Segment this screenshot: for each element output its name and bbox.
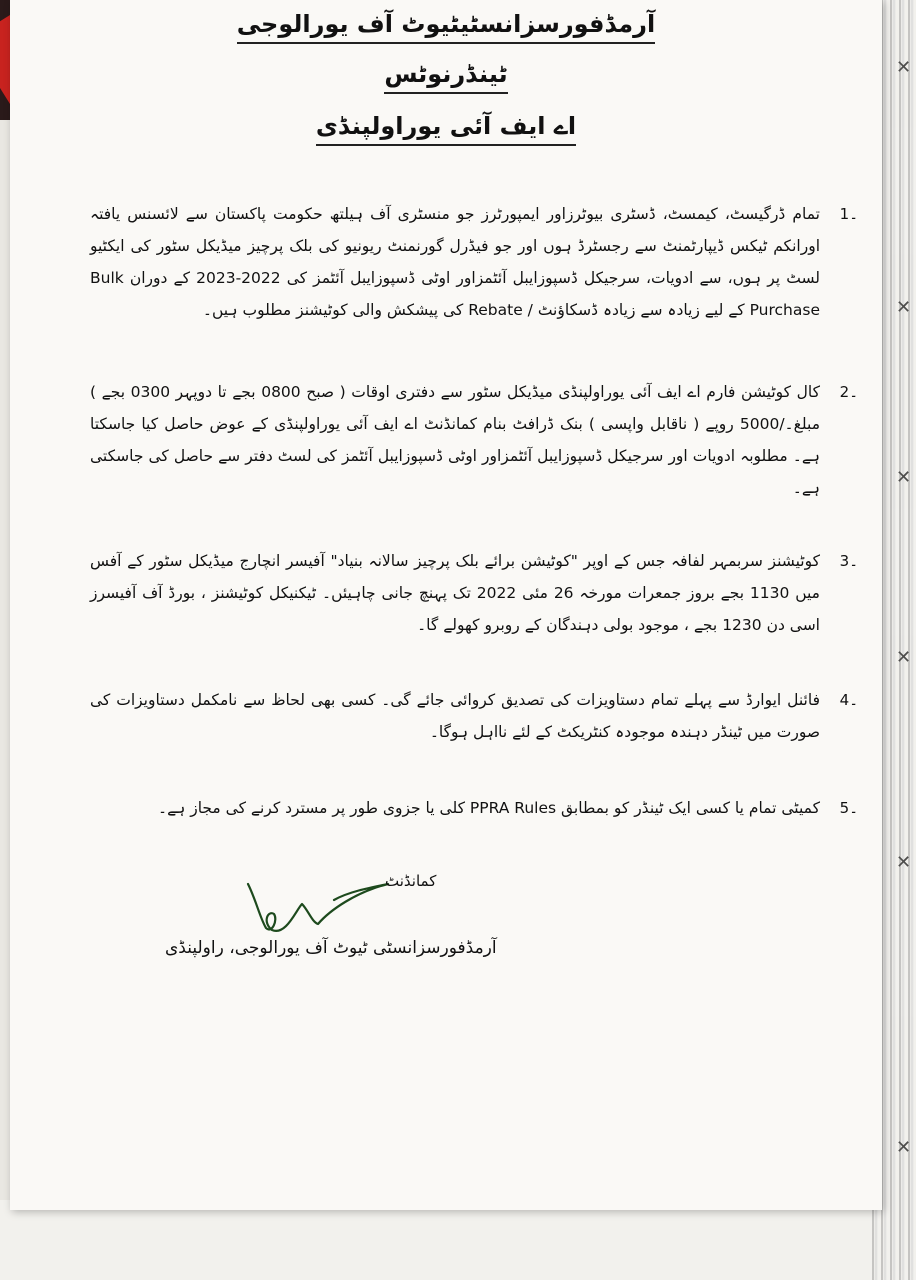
handwritten-signature bbox=[238, 870, 398, 940]
edge-mark: ✕ bbox=[896, 647, 912, 668]
paragraph-number: 3۔ bbox=[839, 552, 858, 570]
tender-notice-document bbox=[10, 0, 882, 1210]
edge-mark: ✕ bbox=[896, 467, 912, 488]
paragraph-text: کوٹیشنز سربمہر لفافہ جس کے اوپر "کوٹیشن برائے بلک پرچیز سالانہ بنیاد" آفیسر انچارج میڈیکل سٹور کے آفس میں 1130 بجے بروز جمعرات مورخہ 26 مئی 2022 تک پہنچ جانی چاہیئں۔ ٹیکنیکل کوٹیشنز ، بورڈ آف آفیسرز اسی دن 1230 بجے ، موجود بولی دہندگان کے روبرو کھولے گا۔ bbox=[90, 552, 820, 634]
paragraph-4 bbox=[90, 684, 858, 748]
notice-title: ٹینڈرنوٹس bbox=[10, 60, 882, 94]
paragraph-text: تمام ڈرگیسٹ، کیمسٹ، ڈسٹری بیوٹرزاور ایمپورٹرز جو منسٹری آف ہیلتھ حکومت پاکستان سے لائسنس یافتہ اورانکم ٹیکس ڈیپارٹمنٹ سے رجسٹرڈ ہوں اور جو فیڈرل گورنمنٹ ریونیو کی بلک پرچیز میڈیکل سٹور کی ایکٹیو لسٹ پر ہوں، سے ادویات، سرجیکل ڈسپوزایبل آئٹمزاور اوٹی ڈسپوزایبل آئٹمز کی 2022-2023 کے دوران Bulk Purchase کے لیے زیادہ سے زیادہ ڈسکاؤنٹ / Rebate کی پیشکش والی کوٹیشنز مطلوب ہیں۔ bbox=[90, 205, 821, 319]
paragraph-text: کمیٹی تمام یا کسی ایک ٹینڈر کو بمطابق PPRA Rules کلی یا جزوی طور پر مسترد کرنے کی مجاز ہے۔ bbox=[158, 799, 820, 817]
paragraph-3 bbox=[90, 545, 858, 641]
paragraph-number: 4۔ bbox=[839, 691, 858, 709]
paragraph-1 bbox=[90, 198, 858, 326]
paragraph-text: کال کوٹیشن فارم اے ایف آئی یوراولپنڈی میڈیکل سٹور سے دفتری اوقات ( صبح 0800 بجے تا دوپہر 0300 بجے ) مبلغ۔/5000 روپے ( ناقابل واپسی ) بنک ڈرافٹ بنام کمانڈنٹ اے ایف آئی یوراولپنڈی کے عوض حاصل کیا جاسکتا ہے۔ مطلوبہ ادویات اور سرجیکل ڈسپوزایبل آئٹمزاور اوٹی ڈسپوزایبل آئٹمز کی لسٹ دفتر سے حاصل کی جاسکتی ہے۔ bbox=[90, 383, 820, 497]
edge-mark: ✕ bbox=[896, 57, 912, 78]
paper-lower-area bbox=[0, 1200, 870, 1280]
paragraph-text: فائنل ایوارڈ سے پہلے تمام دستاویزات کی تصدیق کروائی جائے گی۔ کسی بھی لحاظ سے نامکمل دستاویزات کی صورت میں ٹینڈر دہندہ موجودہ کنٹریکٹ کے لئے نااہل ہوگا۔ bbox=[90, 691, 820, 741]
signatory-institution: آرمڈفورسزانسٹی ٹیوٹ آف یورالوجی، راولپنڈی bbox=[165, 938, 497, 958]
paragraph-number: 1۔ bbox=[839, 205, 858, 223]
location-heading: اے ایف آئی یوراولپنڈی bbox=[10, 112, 882, 146]
edge-mark: ✕ bbox=[896, 297, 912, 318]
paragraph-number: 2۔ bbox=[839, 383, 858, 401]
edge-mark: ✕ bbox=[896, 852, 912, 873]
paragraph-number: 5۔ bbox=[839, 799, 858, 817]
paragraph-2 bbox=[90, 376, 858, 504]
signatory-designation: کمانڈنٹ bbox=[385, 872, 437, 890]
institution-heading: آرمڈفورسزانسٹیٹیوٹ آف یورالوجی bbox=[10, 10, 882, 44]
edge-mark: ✕ bbox=[896, 1137, 912, 1158]
paragraph-5 bbox=[90, 792, 858, 824]
signature-block bbox=[160, 870, 497, 980]
